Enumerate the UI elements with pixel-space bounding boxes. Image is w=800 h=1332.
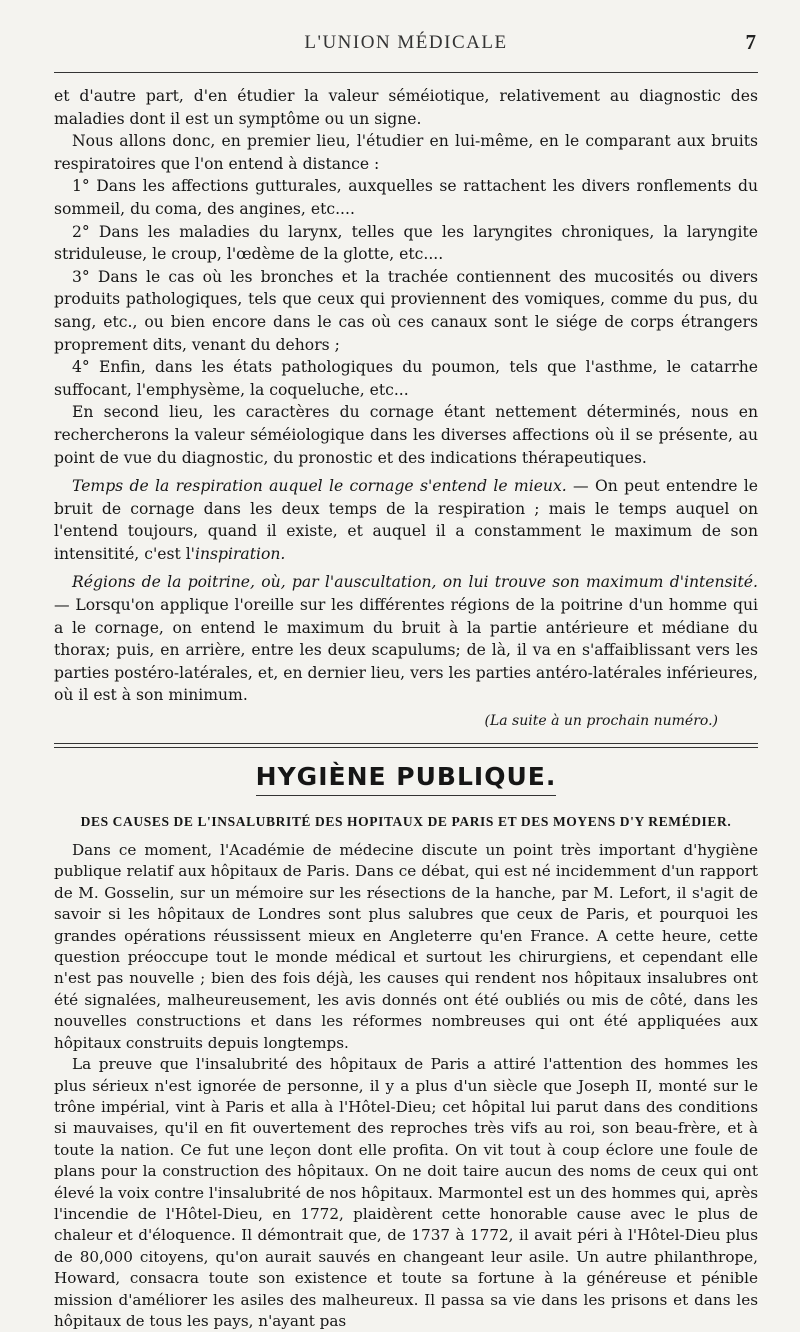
subsection-paragraph [54, 475, 758, 565]
list-item: 2° Dans les maladies du larynx, telles que les laryngites chroniques, la laryngite striduleuse, le croup, l'œdème de la glotte, etc.... [54, 222, 758, 264]
section-title: HYGIÈNE PUBLIQUE. [255, 762, 557, 792]
list-item: 4° Enfin, dans les états pathologiques du poumon, tels que l'asthme, le catarrhe suffocant, l'emphysème, la coqueluche, etc... [54, 358, 758, 399]
paragraph-body: — Lorsqu'on applique l'oreille sur les différentes régions de la poitrine d'un homme qui a le cornage, on entend le maximum du bruit à la partie antérieure et médiane du thorax; puis, en arrière, entre les deux scapulums; de là, il va en s'affaiblissant vers les parties postéro-latérales, et, en dernier lieu, vers les parties antéro-latérales inférieures, où il est à son minimum. [54, 596, 758, 705]
cornage-article [54, 85, 758, 729]
subsection-paragraph [54, 571, 758, 707]
subsection-heading: Régions de la poitrine, où, par l'auscultation, on lui trouve son maximum d'intensité. [72, 573, 758, 592]
paragraph-body: — On peut entendre le bruit de cornage dans les deux temps de la respiration ; mais le temps auquel on l'entend toujours, quand il existe, et auquel il a constamment le maximum de son intensitité, c'est l' [54, 477, 758, 563]
page-number: 7 [745, 30, 756, 54]
paragraph: En second lieu, les caractères du cornage étant nettement déterminés, nous en rechercherons la valeur séméiologique dans les diverses affections où il se présente, au point de vue du diagnostic, du pronostic et des indications thérapeutiques. [54, 403, 758, 467]
list-item: 3° Dans le cas où les bronches et la trachée contiennent des mucosités ou divers produits pathologiques, tels que ceux qui proviennent des vomiques, comme du pus, du sang, etc., ou bien encore dans le cas où ces canaux sont le siége de corps étrangers proprement dits, venant du dehors ; [54, 267, 758, 354]
journal-title: L'UNION MÉDICALE [304, 32, 508, 53]
section-divider [54, 743, 758, 748]
paragraph: La preuve que l'insalubrité des hôpitaux de Paris a attiré l'attention des hommes les plus sérieux n'est ignorée de personne, il y a plus d'un siècle que Joseph II, monté sur le trône impérial, vint à Paris et alla à l'Hôtel-Dieu; cet hôpital lui parut dans des conditions si mauvaises, qu'il en fit ouvertement des reproches très vifs au roi, son beau-frère, et à toute la nation. Ce fut une leçon dont elle profita. On vit tout à coup éclore une foule de plans pour la construction des hôpitaux. On ne doit taire aucun des noms de ceux qui ont élevé la voix contre l'insalubrité de nos hôpitaux. Marmontel est un des hommes qui, après l'incendie de l'Hôtel-Dieu, en 1772, plaidèrent cette honorable cause avec le plus de chaleur et d'éloquence. Il démontrait que, de 1737 à 1772, il avait péri à l'Hôtel-Dieu plus de 80,000 citoyens, qu'on aurait sauvés en changeant leur asile. Un autre philanthrope, Howard, consacra toute son existence et toute sa fortune à la généreuse et pénible mission d'améliorer les asiles des malheureux. Il passa sa vie dans les prisons et dans les hôpitaux de tous les pays, n'ayant pas [54, 1055, 758, 1330]
running-head [54, 30, 758, 62]
article-title: DES CAUSES DE L'INSALUBRITÉ DES HOPITAUX DE PARIS ET DES MOYENS D'Y REMÉDIER. [80, 814, 732, 830]
header-rule [54, 72, 758, 73]
continuation-note: (La suite à un prochain numéro.) [484, 713, 718, 730]
hygiene-article [54, 814, 758, 1332]
paragraph: Dans ce moment, l'Académie de médecine discute un point très important d'hygiène publique relatif aux hôpitaux de Paris. Dans ce débat, qui est né incidemment d'un rapport de M. Gosselin, sur un mémoire sur les résections de la hanche, par M. Lefort, il s'agit de savoir si les hôpitaux de Londres sont plus salubres que ceux de Paris, et pourquoi les grandes opérations réussissent mieux en Angleterre qu'en France. A cette heure, cette question préoccupe tout le monde médical et surtout les chirurgiens, et cependant elle n'est pas nouvelle ; bien des fois déjà, les causes qui rendent nos hôpitaux insalubres ont été signalées, malheureusement, les avis donnés ont été oubliés ou mis de côté, dans les nouvelles constructions et dans les réformes nombreuses qui ont été appliquées aux hôpitaux construits depuis longtemps. [54, 841, 758, 1052]
paragraph: et d'autre part, d'en étudier la valeur séméiotique, relativement au diagnostic des maladies dont il est un symptôme ou un signe. [54, 87, 758, 128]
emphasis: inspiration. [194, 544, 286, 563]
subsection-heading: Temps de la respiration auquel le cornage s'entend le mieux. [72, 477, 567, 496]
section-title-rule [256, 795, 556, 796]
paragraph: Nous allons donc, en premier lieu, l'étudier en lui-même, en le comparant aux bruits respiratoires que l'on entend à distance : [54, 132, 758, 173]
list-item: 1° Dans les affections gutturales, auxquelles se rattachent les divers ronflements du sommeil, du coma, des angines, etc.... [54, 177, 758, 218]
